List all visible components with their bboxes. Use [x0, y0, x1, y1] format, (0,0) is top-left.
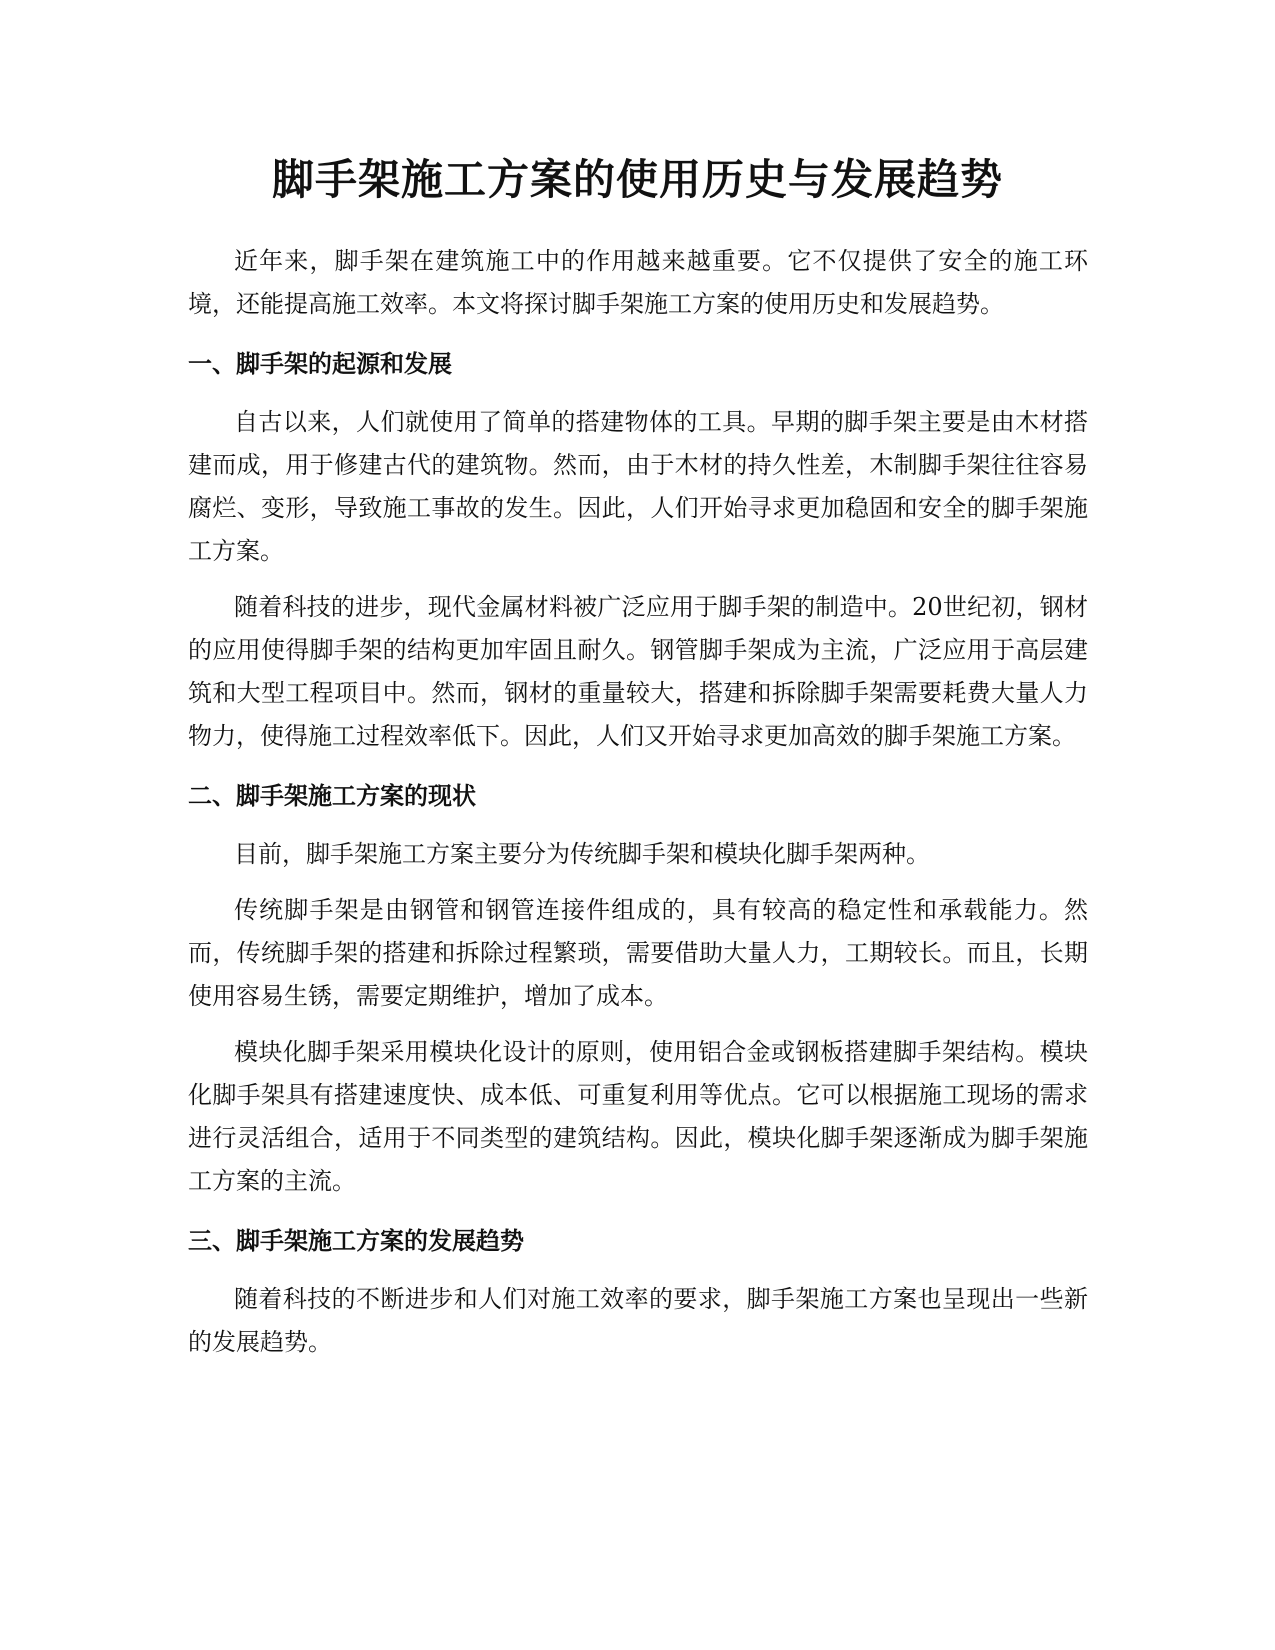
paragraph: 目前，脚手架施工方案主要分为传统脚手架和模块化脚手架两种。	[234, 840, 930, 868]
paragraph: 随着科技的不断进步和人们对施工效率的要求，脚手架施工方案也呈现出一些新的发展趋势。	[188, 1285, 1088, 1356]
section-heading-trends: 三、脚手架施工方案的发展趋势	[188, 1227, 524, 1255]
paragraph: 随着科技的进步，现代金属材料被广泛应用于脚手架的制造中。20世纪初，钢材的应用使得脚手架的结构更加牢固且耐久。钢管脚手架成为主流，广泛应用于高层建筑和大型工程项目中。然而，钢材的重量较大，搭建和拆除脚手架需要耗费大量人力物力，使得施工过程效率低下。因此，人们又开始寻求更加高效的脚手架施工方案。	[188, 593, 1088, 750]
document-title: 脚手架施工方案的使用历史与发展趋势	[271, 155, 1003, 204]
document-body	[188, 240, 1088, 1377]
paragraph: 模块化脚手架采用模块化设计的原则，使用铝合金或钢板搭建脚手架结构。模块化脚手架具有搭建速度快、成本低、可重复利用等优点。它可以根据施工现场的需求进行灵活组合，适用于不同类型的建筑结构。因此，模块化脚手架逐渐成为脚手架施工方案的主流。	[188, 1038, 1088, 1195]
paragraph: 自古以来，人们就使用了简单的搭建物体的工具。早期的脚手架主要是由木材搭建而成，用于修建古代的建筑物。然而，由于木材的持久性差，木制脚手架往往容易腐烂、变形，导致施工事故的发生。因此，人们开始寻求更加稳固和安全的脚手架施工方案。	[188, 408, 1088, 565]
paragraph: 传统脚手架是由钢管和钢管连接件组成的，具有较高的稳定性和承载能力。然而，传统脚手架的搭建和拆除过程繁琐，需要借助大量人力，工期较长。而且，长期使用容易生锈，需要定期维护，增加了成本。	[188, 896, 1088, 1010]
section-heading-status: 二、脚手架施工方案的现状	[188, 782, 476, 810]
intro-paragraph: 近年来，脚手架在建筑施工中的作用越来越重要。它不仅提供了安全的施工环境，还能提高施工效率。本文将探讨脚手架施工方案的使用历史和发展趋势。	[188, 247, 1088, 318]
section-heading-origin: 一、脚手架的起源和发展	[188, 350, 452, 378]
